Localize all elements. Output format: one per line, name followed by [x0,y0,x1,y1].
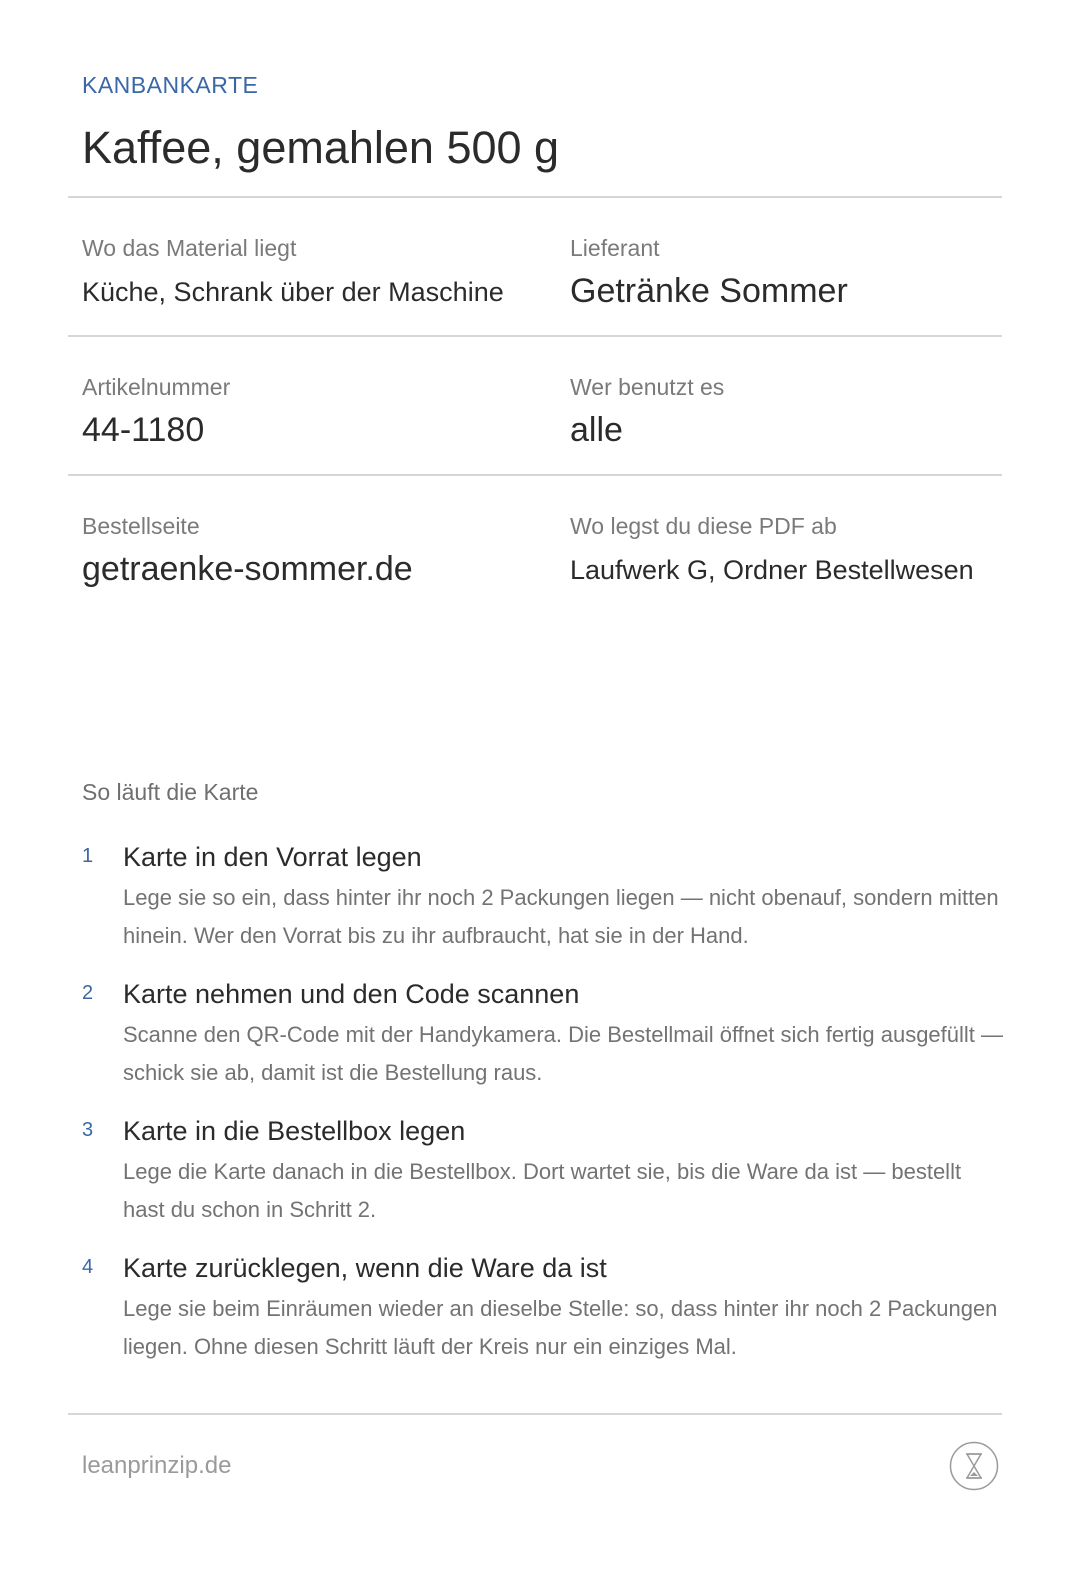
field-value: Laufwerk G, Ordner Bestellwesen [570,555,974,585]
field-label: Wer benutzt es [570,374,725,400]
hourglass-icon [949,1441,999,1491]
field-label: Wo das Material liegt [82,235,297,261]
field-label: Lieferant [570,235,660,261]
divider [68,474,1002,476]
step-description: Lege die Karte danach in die Bestellbox. Dort wartet sie, bis die Ware da ist — bestellt hast du schon in Schritt 2. [123,1159,962,1222]
field-value: Küche, Schrank über der Maschine [82,277,504,307]
step-number: 1 [82,845,94,867]
field-location [82,233,552,309]
divider [68,196,1002,198]
card-type-label: KANBANKARTE [82,72,259,98]
step-title: Karte zurücklegen, wenn die Ware da ist [123,1253,607,1283]
step-number: 2 [82,982,94,1004]
step-title: Karte in die Bestellbox legen [123,1116,466,1146]
field-supplier [570,233,1040,311]
field-label: Artikelnummer [82,374,231,400]
field-order-page [82,511,552,589]
field-article-number [82,372,552,450]
step-description: Scanne den QR-Code mit der Handykamera. Die Bestellmail öffnet sich fertig ausgefüllt — schick sie ab, damit ist die Bestellung raus. [123,1022,1004,1085]
page-title: Kaffee, gemahlen 500 g [82,122,560,173]
steps-heading: So läuft die Karte [82,779,259,805]
step-title: Karte nehmen und den Code scannen [123,979,580,1009]
divider [68,335,1002,337]
step-description: Lege sie so ein, dass hinter ihr noch 2 Packungen liegen — nicht obenauf, sondern mitten hinein. Wer den Vorrat bis zu ihr aufbraucht, hat sie in der Hand. [123,885,999,948]
field-pdf-location [570,511,1040,587]
field-label: Bestellseite [82,513,200,539]
field-users [570,372,1040,450]
field-value: Getränke Sommer [570,272,848,310]
field-value: getraenke-sommer.de [82,550,413,588]
step-title: Karte in den Vorrat legen [123,842,422,872]
field-value: 44-1180 [82,411,205,449]
footer-site: leanprinzip.de [82,1452,232,1479]
field-value: alle [570,411,623,449]
footer-divider [68,1413,1002,1415]
step-number: 3 [82,1119,94,1141]
step-description: Lege sie beim Einräumen wieder an dieselbe Stelle: so, dass hinter ihr noch 2 Packungen liegen. Ohne diesen Schritt läuft der Kreis nur ein einziges Mal. [123,1296,998,1359]
field-label: Wo legst du diese PDF ab [570,513,837,539]
step-number: 4 [82,1256,94,1278]
